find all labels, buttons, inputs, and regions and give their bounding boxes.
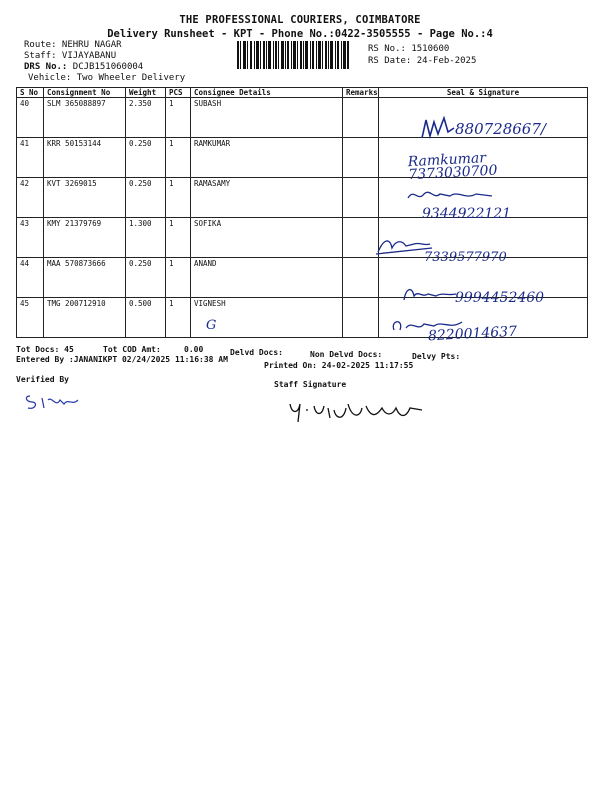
cell-consignee: SUBASH bbox=[191, 98, 343, 138]
cell-consignment: KVT 3269015 bbox=[44, 178, 126, 218]
rs-date: RS Date: 24-Feb-2025 bbox=[368, 56, 477, 66]
cell-consignment: KMY 21379769 bbox=[44, 218, 126, 258]
cell-consignee: RAMKUMAR bbox=[191, 138, 343, 178]
rs-number: RS No.: 1510600 bbox=[368, 44, 450, 54]
col-weight: Weight bbox=[126, 88, 166, 98]
total-cod-value: 0.00 bbox=[184, 345, 204, 354]
handwriting-43: 7339577970 bbox=[424, 250, 507, 265]
col-remarks: Remarks bbox=[343, 88, 379, 98]
cell-consignment: MAA 570873666 bbox=[44, 258, 126, 298]
barcode-image bbox=[237, 41, 350, 69]
cell-weight: 0.250 bbox=[126, 258, 166, 298]
cell-sno: 40 bbox=[17, 98, 44, 138]
staff-label: Staff: VIJAYABANU bbox=[24, 51, 117, 61]
cell-weight: 2.350 bbox=[126, 98, 166, 138]
drs-number bbox=[24, 62, 143, 72]
signature-scribble-44 bbox=[400, 284, 460, 304]
handwriting-mark-45: G bbox=[206, 318, 217, 333]
route-label: Route: NEHRU NAGAR bbox=[24, 40, 122, 50]
col-consignment: Consignment No bbox=[44, 88, 126, 98]
total-cod-label: Tot COD Amt: bbox=[103, 345, 161, 354]
signature-scribble-42 bbox=[406, 186, 496, 204]
cell-consignee: ANAND bbox=[191, 258, 343, 298]
cell-remarks bbox=[343, 138, 379, 178]
cell-pcs: 1 bbox=[166, 98, 191, 138]
cell-remarks bbox=[343, 178, 379, 218]
cell-remarks bbox=[343, 298, 379, 338]
cell-weight: 1.300 bbox=[126, 218, 166, 258]
cell-pcs: 1 bbox=[166, 298, 191, 338]
verified-by-signature bbox=[22, 390, 82, 414]
cell-consignee: SOFIKA bbox=[191, 218, 343, 258]
cell-weight: 0.250 bbox=[126, 178, 166, 218]
non-delivered-docs: Non Delvd Docs: bbox=[310, 350, 383, 359]
cell-sno: 43 bbox=[17, 218, 44, 258]
verified-by-label: Verified By bbox=[16, 375, 69, 384]
handwriting-40: 880728667/ bbox=[455, 120, 546, 138]
delivered-docs: Delvd Docs: bbox=[230, 348, 283, 357]
drs-value: DCJB151060004 bbox=[72, 62, 144, 72]
vehicle-label: Vehicle: Two Wheeler Delivery bbox=[28, 73, 186, 83]
handwriting-45: 8220014637 bbox=[427, 323, 518, 345]
total-docs: Tot Docs: 45 bbox=[16, 345, 74, 354]
handwriting-41: Ramkumar 7373030700 bbox=[407, 150, 498, 184]
col-pcs: PCS bbox=[166, 88, 191, 98]
signature-scribble-40 bbox=[418, 114, 458, 144]
cell-consignment: TMG 200712910 bbox=[44, 298, 126, 338]
col-consignee: Consignee Details bbox=[191, 88, 343, 98]
cell-pcs: 1 bbox=[166, 218, 191, 258]
table-header-row bbox=[17, 88, 588, 98]
entered-by: Entered By :JANANIKPT 02/24/2025 11:16:38 AM bbox=[16, 355, 228, 364]
col-sno: S No bbox=[17, 88, 44, 98]
col-signature: Seal & Signature bbox=[379, 88, 588, 98]
cell-sno: 42 bbox=[17, 178, 44, 218]
cell-consignment: SLM 365088897 bbox=[44, 98, 126, 138]
cell-weight: 0.250 bbox=[126, 138, 166, 178]
cell-sno: 44 bbox=[17, 258, 44, 298]
staff-signature-image bbox=[286, 396, 426, 426]
delivery-points: Delvy Pts: bbox=[412, 352, 461, 361]
cell-consignment: KRR 50153144 bbox=[44, 138, 126, 178]
cell-sno: 45 bbox=[17, 298, 44, 338]
cell-pcs: 1 bbox=[166, 258, 191, 298]
cell-sno: 41 bbox=[17, 138, 44, 178]
cell-remarks bbox=[343, 258, 379, 298]
company-title: THE PROFESSIONAL COURIERS, COIMBATORE bbox=[179, 14, 421, 26]
drs-label: DRS No.: bbox=[24, 62, 68, 72]
cell-remarks bbox=[343, 98, 379, 138]
printed-on: Printed On: 24-02-2025 11:17:55 bbox=[264, 361, 414, 370]
cell-weight: 0.500 bbox=[126, 298, 166, 338]
cell-consignee: RAMASAMY bbox=[191, 178, 343, 218]
cell-pcs: 1 bbox=[166, 178, 191, 218]
runsheet-title: Delivery Runsheet - KPT - Phone No.:0422-3505555 - Page No.:4 bbox=[107, 28, 493, 40]
cell-consignee: VIGNESH bbox=[191, 298, 343, 338]
staff-signature-label: Staff Signature bbox=[274, 380, 347, 389]
handwriting-42: 9344922121 bbox=[422, 206, 512, 222]
cell-pcs: 1 bbox=[166, 138, 191, 178]
handwriting-44: 9994452460 bbox=[455, 290, 545, 306]
